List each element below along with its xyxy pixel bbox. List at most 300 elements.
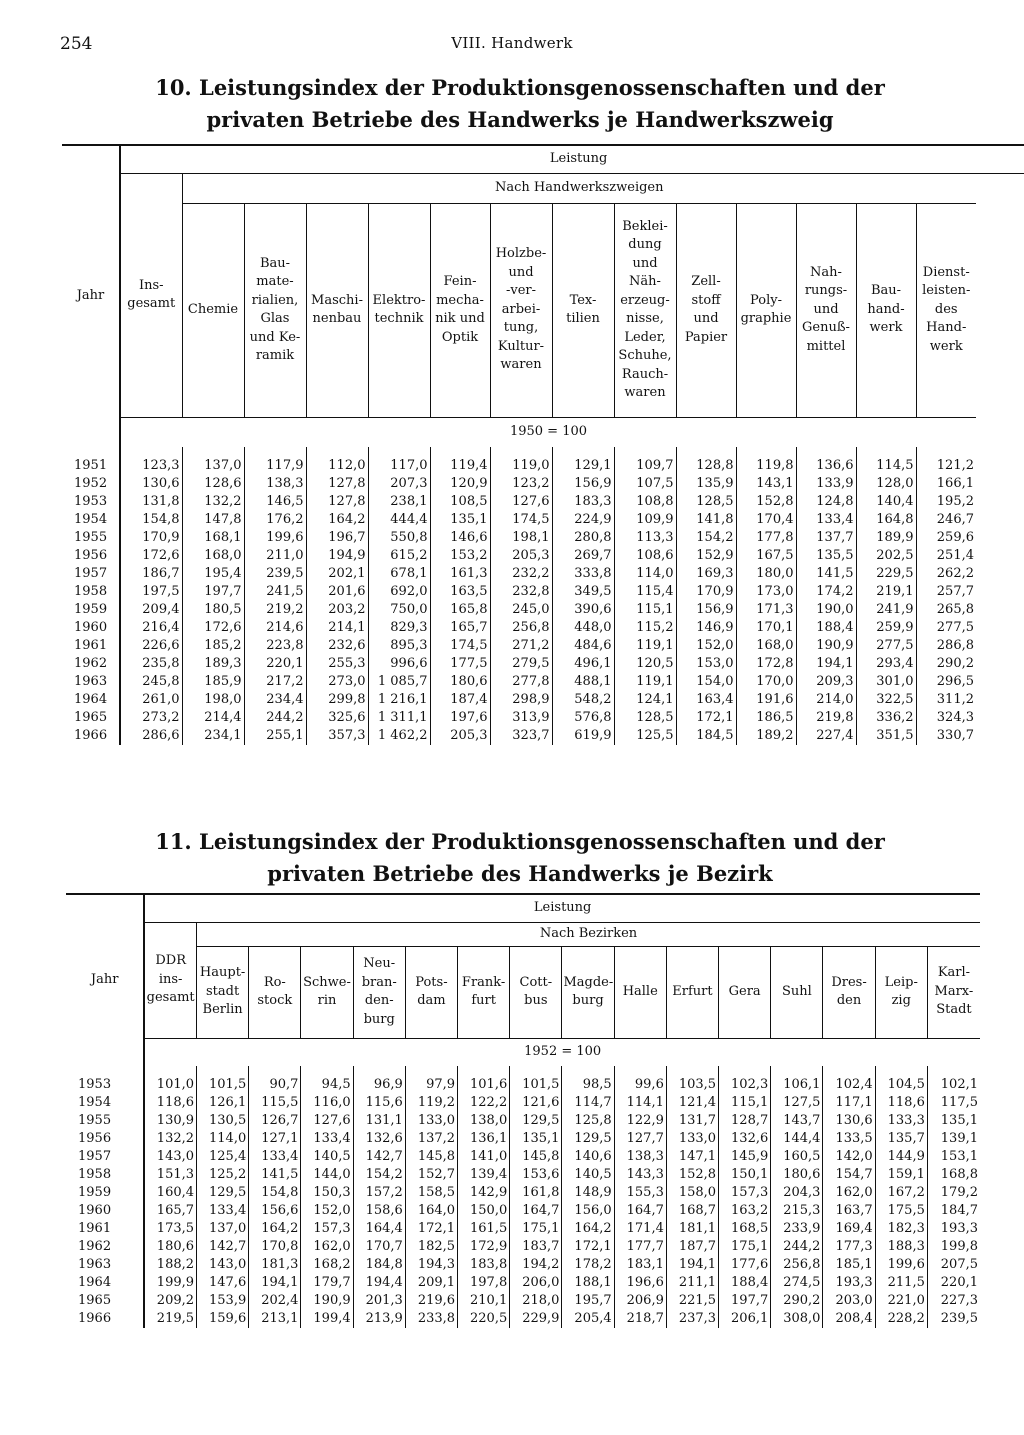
value-cell: 238,1 <box>368 493 430 511</box>
value-cell: 692,0 <box>368 583 430 601</box>
value-cell: 121,4 <box>666 1094 718 1112</box>
value-cell: 133,0 <box>405 1112 457 1130</box>
value-cell: 170,8 <box>249 1238 301 1256</box>
value-cell: 227,4 <box>796 727 856 745</box>
value-cell: 156,9 <box>552 475 614 493</box>
value-cell: 115,4 <box>614 583 676 601</box>
value-cell: 137,7 <box>796 529 856 547</box>
value-cell: 129,5 <box>562 1130 614 1148</box>
value-cell: 296,5 <box>916 673 976 691</box>
value-cell: 273,0 <box>306 673 368 691</box>
value-cell: 135,1 <box>927 1112 980 1130</box>
table-row <box>66 1184 980 1202</box>
value-cell: 183,3 <box>552 493 614 511</box>
value-cell: 99,6 <box>614 1066 666 1094</box>
value-cell: 195,2 <box>916 493 976 511</box>
value-cell: 138,0 <box>458 1112 510 1130</box>
year-cell: 1951 <box>74 458 108 473</box>
value-cell: 139,4 <box>458 1166 510 1184</box>
value-cell: 194,1 <box>249 1274 301 1292</box>
value-cell: 119,2 <box>405 1094 457 1112</box>
value-cell: 162,0 <box>823 1184 875 1202</box>
value-cell: 1 462,2 <box>368 727 430 745</box>
year-cell: 1953 <box>74 494 108 509</box>
value-cell: 118,6 <box>144 1094 196 1112</box>
value-cell: 143,0 <box>197 1256 249 1274</box>
value-cell: 180,6 <box>771 1166 823 1184</box>
year-cell: 1966 <box>74 728 108 743</box>
value-cell: 117,0 <box>368 447 430 475</box>
value-cell: 146,5 <box>244 493 306 511</box>
table-row <box>62 583 1024 601</box>
table-row <box>66 1066 980 1094</box>
value-cell: 127,6 <box>301 1112 353 1130</box>
value-cell: 167,5 <box>736 547 796 565</box>
value-cell: 351,5 <box>856 727 916 745</box>
table10-title-line1: 10. Leistungsindex der Produktionsgenossenschaften und der <box>155 75 885 100</box>
col-halle: Halle <box>614 946 666 1038</box>
year-cell: 1952 <box>74 476 108 491</box>
value-cell: 145,9 <box>719 1148 771 1166</box>
value-cell: 181,1 <box>666 1220 718 1238</box>
table-row <box>62 673 1024 691</box>
value-cell: 548,2 <box>552 691 614 709</box>
value-cell: 150,3 <box>301 1184 353 1202</box>
value-cell: 148,9 <box>562 1184 614 1202</box>
value-cell: 133,9 <box>796 475 856 493</box>
value-cell: 157,2 <box>353 1184 405 1202</box>
col-baumaterialien: Bau- mate- rialien, Glas und Ke- ramik <box>244 203 306 417</box>
table-row <box>66 1148 980 1166</box>
value-cell: 202,1 <box>306 565 368 583</box>
value-cell: 177,8 <box>736 529 796 547</box>
value-cell: 123,2 <box>490 475 552 493</box>
value-cell: 286,6 <box>120 727 182 745</box>
value-cell: 177,7 <box>614 1238 666 1256</box>
value-cell: 1 311,1 <box>368 709 430 727</box>
value-cell: 146,9 <box>676 619 736 637</box>
value-cell: 132,6 <box>719 1130 771 1148</box>
value-cell: 163,7 <box>823 1202 875 1220</box>
value-cell: 209,3 <box>796 673 856 691</box>
value-cell: 127,8 <box>306 493 368 511</box>
value-cell: 154,8 <box>120 511 182 529</box>
value-cell: 115,2 <box>614 619 676 637</box>
value-cell: 232,8 <box>490 583 552 601</box>
col-leipzig: Leip- zig <box>875 946 927 1038</box>
value-cell: 220,1 <box>927 1274 980 1292</box>
value-cell: 151,3 <box>144 1166 196 1184</box>
value-cell: 127,1 <box>249 1130 301 1148</box>
value-cell: 290,2 <box>916 655 976 673</box>
table-row <box>62 529 1024 547</box>
value-cell: 145,8 <box>405 1148 457 1166</box>
table-row <box>62 475 1024 493</box>
value-cell: 829,3 <box>368 619 430 637</box>
value-cell: 203,0 <box>823 1292 875 1310</box>
col-potsdam: Pots- dam <box>405 946 457 1038</box>
value-cell: 271,2 <box>490 637 552 655</box>
value-cell: 444,4 <box>368 511 430 529</box>
value-cell: 261,0 <box>120 691 182 709</box>
value-cell: 114,0 <box>197 1130 249 1148</box>
value-cell: 244,2 <box>771 1238 823 1256</box>
value-cell: 233,9 <box>771 1220 823 1238</box>
year-cell: 1960 <box>78 1203 112 1218</box>
value-cell: 496,1 <box>552 655 614 673</box>
value-cell: 209,1 <box>405 1274 457 1292</box>
value-cell: 152,9 <box>676 547 736 565</box>
value-cell: 115,1 <box>719 1094 771 1112</box>
value-cell: 244,2 <box>244 709 306 727</box>
value-cell: 217,2 <box>244 673 306 691</box>
value-cell: 101,5 <box>510 1066 562 1094</box>
value-cell: 220,1 <box>244 655 306 673</box>
value-cell: 125,4 <box>197 1148 249 1166</box>
value-cell: 164,7 <box>614 1202 666 1220</box>
value-cell: 190,9 <box>301 1292 353 1310</box>
value-cell: 125,5 <box>614 727 676 745</box>
value-cell: 191,6 <box>736 691 796 709</box>
value-cell: 117,1 <box>823 1094 875 1112</box>
value-cell: 330,7 <box>916 727 976 745</box>
value-cell: 313,9 <box>490 709 552 727</box>
value-cell: 357,3 <box>306 727 368 745</box>
value-cell: 146,6 <box>430 529 490 547</box>
table11-title-line2: privaten Betriebe des Handwerks je Bezirk <box>267 861 773 886</box>
value-cell: 170,7 <box>353 1238 405 1256</box>
year-cell: 1954 <box>78 1095 112 1110</box>
year-cell: 1956 <box>74 548 108 563</box>
table-row <box>66 1238 980 1256</box>
value-cell: 202,4 <box>249 1292 301 1310</box>
value-cell: 194,1 <box>666 1256 718 1274</box>
value-cell: 199,8 <box>927 1238 980 1256</box>
year-cell: 1961 <box>78 1221 112 1236</box>
value-cell: 152,0 <box>301 1202 353 1220</box>
value-cell: 187,4 <box>430 691 490 709</box>
col-ddr-insgesamt: DDR ins- gesamt <box>144 922 196 1038</box>
year-cell: 1958 <box>74 584 108 599</box>
value-cell: 132,2 <box>182 493 244 511</box>
value-cell: 154,7 <box>823 1166 875 1184</box>
value-cell: 259,9 <box>856 619 916 637</box>
value-cell: 211,0 <box>244 547 306 565</box>
value-cell: 164,2 <box>562 1220 614 1238</box>
col-erfurt: Erfurt <box>666 946 718 1038</box>
value-cell: 279,5 <box>490 655 552 673</box>
value-cell: 137,0 <box>182 447 244 475</box>
value-cell: 205,3 <box>430 727 490 745</box>
value-cell: 153,1 <box>927 1148 980 1166</box>
value-cell: 108,8 <box>614 493 676 511</box>
value-cell: 152,7 <box>405 1166 457 1184</box>
value-cell: 180,5 <box>182 601 244 619</box>
value-cell: 142,7 <box>197 1238 249 1256</box>
value-cell: 211,1 <box>666 1274 718 1292</box>
value-cell: 168,1 <box>182 529 244 547</box>
table-row <box>62 655 1024 673</box>
value-cell: 119,4 <box>430 447 490 475</box>
value-cell: 214,0 <box>796 691 856 709</box>
value-cell: 127,7 <box>614 1130 666 1148</box>
table10-title <box>60 72 980 136</box>
value-cell: 218,7 <box>614 1310 666 1328</box>
year-cell: 1957 <box>78 1149 112 1164</box>
value-cell: 194,1 <box>796 655 856 673</box>
value-cell: 108,5 <box>430 493 490 511</box>
value-cell: 133,4 <box>796 511 856 529</box>
value-cell: 234,4 <box>244 691 306 709</box>
value-cell: 173,0 <box>736 583 796 601</box>
value-cell: 246,7 <box>916 511 976 529</box>
value-cell: 301,0 <box>856 673 916 691</box>
value-cell: 129,5 <box>197 1184 249 1202</box>
value-cell: 185,1 <box>823 1256 875 1274</box>
value-cell: 163,2 <box>719 1202 771 1220</box>
value-cell: 235,8 <box>120 655 182 673</box>
value-cell: 116,0 <box>301 1094 353 1112</box>
value-cell: 299,8 <box>306 691 368 709</box>
year-cell: 1963 <box>78 1257 112 1272</box>
value-cell: 199,4 <box>301 1310 353 1328</box>
value-cell: 198,1 <box>490 529 552 547</box>
value-cell: 206,1 <box>719 1310 771 1328</box>
value-cell: 138,3 <box>614 1148 666 1166</box>
value-cell: 186,7 <box>120 565 182 583</box>
value-cell: 170,9 <box>676 583 736 601</box>
value-cell: 140,5 <box>301 1148 353 1166</box>
year-cell: 1962 <box>74 656 108 671</box>
value-cell: 156,6 <box>249 1202 301 1220</box>
value-cell: 255,1 <box>244 727 306 745</box>
value-cell: 308,0 <box>771 1310 823 1328</box>
value-cell: 135,1 <box>430 511 490 529</box>
value-cell: 349,5 <box>552 583 614 601</box>
col-holz: Holzbe- und -ver- arbei- tung, Kultur- waren <box>490 203 552 417</box>
value-cell: 135,7 <box>875 1130 927 1148</box>
running-header: VIII. Handwerk <box>451 34 573 52</box>
value-cell: 119,1 <box>614 673 676 691</box>
value-cell: 216,4 <box>120 619 182 637</box>
value-cell: 147,6 <box>197 1274 249 1292</box>
value-cell: 152,8 <box>666 1166 718 1184</box>
value-cell: 550,8 <box>368 529 430 547</box>
value-cell: 750,0 <box>368 601 430 619</box>
value-cell: 194,3 <box>405 1256 457 1274</box>
value-cell: 188,4 <box>719 1274 771 1292</box>
value-cell: 143,0 <box>144 1148 196 1166</box>
table-row <box>66 1220 980 1238</box>
col-maschinenbau: Maschi- nenbau <box>306 203 368 417</box>
table10-handwerkszweig <box>62 144 1024 745</box>
value-cell: 137,2 <box>405 1130 457 1148</box>
value-cell: 290,2 <box>771 1292 823 1310</box>
table-row <box>66 1094 980 1112</box>
value-cell: 178,2 <box>562 1256 614 1274</box>
col-neubrandenburg: Neu- bran- den- burg <box>353 946 405 1038</box>
value-cell: 175,1 <box>719 1238 771 1256</box>
value-cell: 177,5 <box>430 655 490 673</box>
value-cell: 182,5 <box>405 1238 457 1256</box>
col-frankfurt: Frank- furt <box>458 946 510 1038</box>
value-cell: 154,0 <box>676 673 736 691</box>
value-cell: 245,0 <box>490 601 552 619</box>
table-row <box>62 637 1024 655</box>
value-cell: 324,3 <box>916 709 976 727</box>
value-cell: 218,0 <box>510 1292 562 1310</box>
value-cell: 210,1 <box>458 1292 510 1310</box>
value-cell: 209,2 <box>144 1292 196 1310</box>
value-cell: 145,8 <box>510 1148 562 1166</box>
value-cell: 158,6 <box>353 1202 405 1220</box>
value-cell: 203,2 <box>306 601 368 619</box>
value-cell: 102,4 <box>823 1066 875 1094</box>
value-cell: 221,0 <box>875 1292 927 1310</box>
value-cell: 197,7 <box>182 583 244 601</box>
value-cell: 96,9 <box>353 1066 405 1094</box>
value-cell: 128,7 <box>719 1112 771 1130</box>
value-cell: 167,2 <box>875 1184 927 1202</box>
value-cell: 152,8 <box>736 493 796 511</box>
value-cell: 112,0 <box>306 447 368 475</box>
value-cell: 168,2 <box>301 1256 353 1274</box>
value-cell: 127,8 <box>306 475 368 493</box>
value-cell: 169,3 <box>676 565 736 583</box>
value-cell: 390,6 <box>552 601 614 619</box>
value-cell: 193,3 <box>823 1274 875 1292</box>
value-cell: 259,6 <box>916 529 976 547</box>
value-cell: 128,8 <box>676 447 736 475</box>
value-cell: 488,1 <box>552 673 614 691</box>
value-cell: 219,8 <box>796 709 856 727</box>
value-cell: 126,1 <box>197 1094 249 1112</box>
value-cell: 184,5 <box>676 727 736 745</box>
value-cell: 106,1 <box>771 1066 823 1094</box>
value-cell: 185,9 <box>182 673 244 691</box>
value-cell: 196,6 <box>614 1274 666 1292</box>
value-cell: 154,2 <box>676 529 736 547</box>
value-cell: 207,5 <box>927 1256 980 1274</box>
value-cell: 135,1 <box>510 1130 562 1148</box>
value-cell: 121,2 <box>916 447 976 475</box>
value-cell: 136,6 <box>796 447 856 475</box>
year-cell: 1960 <box>74 620 108 635</box>
table11-title <box>60 826 980 890</box>
value-cell: 101,5 <box>197 1066 249 1094</box>
value-cell: 214,4 <box>182 709 244 727</box>
value-cell: 168,8 <box>927 1166 980 1184</box>
value-cell: 325,6 <box>306 709 368 727</box>
table11-bezirk <box>66 893 980 1328</box>
value-cell: 135,5 <box>796 547 856 565</box>
value-cell: 154,2 <box>353 1166 405 1184</box>
value-cell: 90,7 <box>249 1066 301 1094</box>
value-cell: 226,6 <box>120 637 182 655</box>
value-cell: 175,1 <box>510 1220 562 1238</box>
value-cell: 158,0 <box>666 1184 718 1202</box>
value-cell: 255,3 <box>306 655 368 673</box>
value-cell: 208,4 <box>823 1310 875 1328</box>
value-cell: 213,1 <box>249 1310 301 1328</box>
value-cell: 179,7 <box>301 1274 353 1292</box>
value-cell: 214,6 <box>244 619 306 637</box>
value-cell: 277,8 <box>490 673 552 691</box>
value-cell: 160,4 <box>144 1184 196 1202</box>
table-row <box>66 1202 980 1220</box>
value-cell: 168,5 <box>719 1220 771 1238</box>
value-cell: 206,0 <box>510 1274 562 1292</box>
year-cell: 1966 <box>78 1311 112 1326</box>
value-cell: 895,3 <box>368 637 430 655</box>
value-cell: 140,6 <box>562 1148 614 1166</box>
value-cell: 138,3 <box>244 475 306 493</box>
value-cell: 189,3 <box>182 655 244 673</box>
value-cell: 219,1 <box>856 583 916 601</box>
value-cell: 256,8 <box>490 619 552 637</box>
col-elektrotechnik: Elektro- technik <box>368 203 430 417</box>
value-cell: 227,3 <box>927 1292 980 1310</box>
value-cell: 98,5 <box>562 1066 614 1094</box>
value-cell: 102,1 <box>927 1066 980 1094</box>
group-leistung: Leistung <box>120 145 1024 173</box>
table-row <box>62 601 1024 619</box>
value-cell: 239,5 <box>244 565 306 583</box>
col-jahr: Jahr <box>76 288 105 304</box>
year-cell: 1963 <box>74 674 108 689</box>
value-cell: 150,1 <box>719 1166 771 1184</box>
value-cell: 211,5 <box>875 1274 927 1292</box>
value-cell: 147,8 <box>182 511 244 529</box>
value-cell: 158,5 <box>405 1184 457 1202</box>
value-cell: 156,0 <box>562 1202 614 1220</box>
value-cell: 153,2 <box>430 547 490 565</box>
col-gera: Gera <box>719 946 771 1038</box>
value-cell: 150,0 <box>458 1202 510 1220</box>
value-cell: 164,2 <box>249 1220 301 1238</box>
value-cell: 125,8 <box>562 1112 614 1130</box>
value-cell: 277,5 <box>856 637 916 655</box>
value-cell: 172,1 <box>562 1238 614 1256</box>
value-cell: 180,6 <box>430 673 490 691</box>
year-cell: 1953 <box>78 1077 112 1092</box>
value-cell: 101,0 <box>144 1066 196 1094</box>
value-cell: 187,7 <box>666 1238 718 1256</box>
value-cell: 161,3 <box>430 565 490 583</box>
value-cell: 164,4 <box>353 1220 405 1238</box>
value-cell: 119,8 <box>736 447 796 475</box>
value-cell: 164,2 <box>306 511 368 529</box>
value-cell: 205,4 <box>562 1310 614 1328</box>
value-cell: 172,6 <box>182 619 244 637</box>
value-cell: 122,2 <box>458 1094 510 1112</box>
value-cell: 182,3 <box>875 1220 927 1238</box>
value-cell: 233,8 <box>405 1310 457 1328</box>
value-cell: 162,0 <box>301 1238 353 1256</box>
value-cell: 206,9 <box>614 1292 666 1310</box>
value-cell: 220,5 <box>458 1310 510 1328</box>
value-cell: 147,1 <box>666 1148 718 1166</box>
table-row <box>62 691 1024 709</box>
value-cell: 113,3 <box>614 529 676 547</box>
value-cell: 257,7 <box>916 583 976 601</box>
value-cell: 164,8 <box>856 511 916 529</box>
value-cell: 121,6 <box>510 1094 562 1112</box>
value-cell: 153,9 <box>197 1292 249 1310</box>
value-cell: 269,7 <box>552 547 614 565</box>
value-cell: 213,9 <box>353 1310 405 1328</box>
value-cell: 103,5 <box>666 1066 718 1094</box>
